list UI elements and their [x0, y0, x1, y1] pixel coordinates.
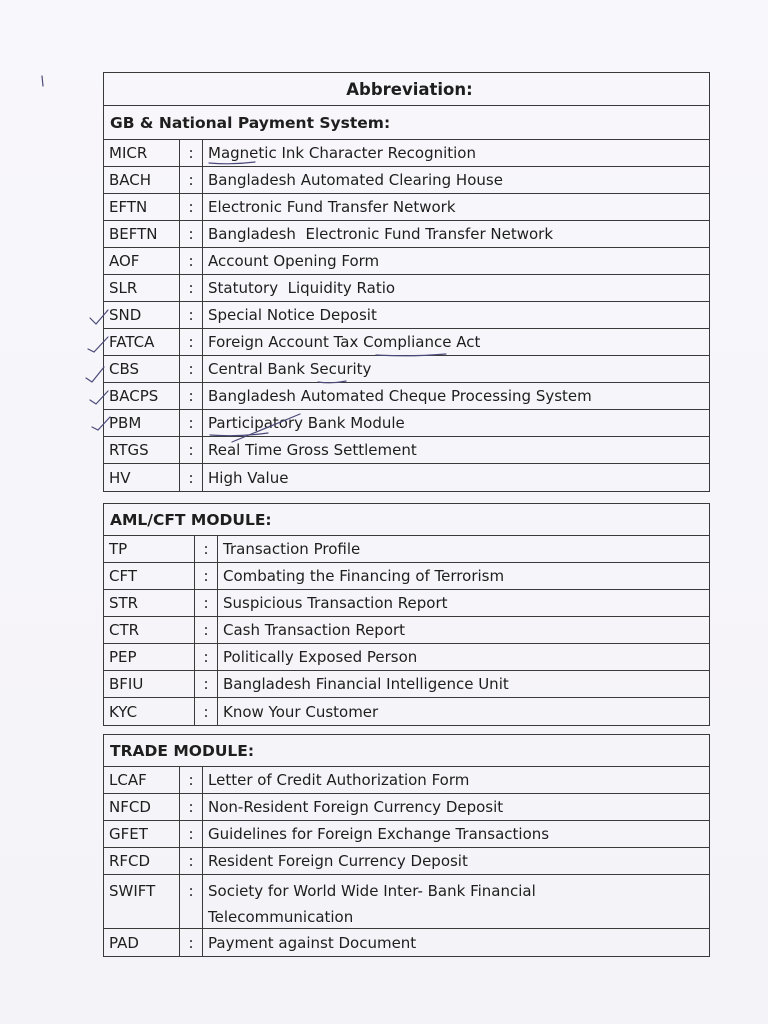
table-row	[104, 590, 709, 617]
table-row	[104, 167, 709, 194]
table-row	[104, 437, 709, 464]
abbr-cell: BACPS	[104, 383, 180, 409]
section-payment-system	[103, 72, 710, 492]
colon-cell: :	[180, 767, 203, 793]
desc-cell: Resident Foreign Currency Deposit	[208, 852, 468, 870]
table-row	[104, 140, 709, 167]
table-row	[104, 929, 709, 956]
table-row	[104, 794, 709, 821]
colon-cell: :	[180, 275, 203, 301]
desc-cell: Society for World Wide Inter- Bank Financial Telecommunication	[208, 882, 536, 926]
desc-cell: Special Notice Deposit	[208, 306, 377, 324]
section-heading: AML/CFT MODULE:	[104, 504, 709, 536]
abbr-cell: KYC	[104, 698, 195, 725]
desc-cell: High Value	[208, 468, 289, 487]
desc-cell: Politically Exposed Person	[223, 648, 418, 666]
table-row	[104, 848, 709, 875]
abbr-cell: CFT	[104, 563, 195, 589]
abbr-cell: SND	[104, 302, 180, 328]
table-row	[104, 464, 709, 491]
desc-cell: Account Opening Form	[208, 252, 380, 270]
desc-cell: Statutory Liquidity Ratio	[208, 279, 396, 297]
table-row	[104, 563, 709, 590]
colon-cell: :	[180, 383, 203, 409]
desc-cell: Bangladesh Financial Intelligence Unit	[223, 675, 509, 693]
colon-cell: :	[180, 875, 203, 928]
desc-cell: Non-Resident Foreign Currency Deposit	[208, 798, 504, 816]
table-row	[104, 767, 709, 794]
table-row	[104, 248, 709, 275]
table-row	[104, 821, 709, 848]
table-row	[104, 671, 709, 698]
abbr-cell: AOF	[104, 248, 180, 274]
abbr-cell: GFET	[104, 821, 180, 847]
colon-cell: :	[180, 794, 203, 820]
table-row	[104, 329, 709, 356]
table-row	[104, 410, 709, 437]
colon-cell: :	[195, 671, 218, 697]
desc-cell: Cash Transaction Report	[223, 621, 406, 639]
colon-cell: :	[180, 410, 203, 436]
abbr-cell: SLR	[104, 275, 180, 301]
desc-cell: Letter of Credit Authorization Form	[208, 771, 470, 789]
colon-cell: :	[195, 644, 218, 670]
desc-cell: Guidelines for Foreign Exchange Transactions	[208, 825, 550, 843]
abbr-cell: CTR	[104, 617, 195, 643]
abbr-cell: HV	[104, 464, 180, 491]
desc-cell: Know Your Customer	[223, 702, 379, 721]
desc-cell: Suspicious Transaction Report	[223, 594, 448, 612]
table-row	[104, 617, 709, 644]
section-heading: TRADE MODULE:	[104, 735, 709, 767]
colon-cell: :	[180, 140, 203, 166]
colon-cell: :	[195, 536, 218, 562]
abbr-cell: NFCD	[104, 794, 180, 820]
colon-cell: :	[180, 194, 203, 220]
abbr-cell: RFCD	[104, 848, 180, 874]
section-aml-cft	[103, 503, 710, 726]
desc-cell: Electronic Fund Transfer Network	[208, 198, 456, 216]
colon-cell: :	[195, 617, 218, 643]
colon-cell: :	[180, 329, 203, 355]
abbr-cell: SWIFT	[104, 875, 180, 928]
colon-cell: :	[180, 167, 203, 193]
abbr-cell: MICR	[104, 140, 180, 166]
abbr-cell: BEFTN	[104, 221, 180, 247]
section-trade	[103, 734, 710, 957]
desc-cell: Magnetic Ink Character Recognition	[208, 144, 476, 162]
table-row	[104, 875, 709, 929]
colon-cell: :	[195, 563, 218, 589]
table-row	[104, 194, 709, 221]
desc-cell: Participatory Bank Module	[208, 414, 405, 432]
abbr-cell: PBM	[104, 410, 180, 436]
colon-cell: :	[180, 929, 203, 956]
abbr-cell: CBS	[104, 356, 180, 382]
colon-cell: :	[180, 221, 203, 247]
colon-cell: :	[195, 698, 218, 725]
abbr-cell: PEP	[104, 644, 195, 670]
document-title: Abbreviation:	[104, 73, 709, 106]
desc-cell: Transaction Profile	[223, 540, 361, 558]
abbr-cell: FATCA	[104, 329, 180, 355]
abbr-cell: BACH	[104, 167, 180, 193]
desc-cell: Bangladesh Electronic Fund Transfer Network	[208, 225, 554, 243]
abbr-cell: TP	[104, 536, 195, 562]
table-row	[104, 644, 709, 671]
abbr-cell: BFIU	[104, 671, 195, 697]
table-row	[104, 383, 709, 410]
colon-cell: :	[180, 848, 203, 874]
abbr-cell: EFTN	[104, 194, 180, 220]
table-row	[104, 302, 709, 329]
abbr-cell: RTGS	[104, 437, 180, 463]
abbr-cell: PAD	[104, 929, 180, 956]
desc-cell: Central Bank Security	[208, 360, 372, 378]
desc-cell: Combating the Financing of Terrorism	[223, 567, 505, 585]
desc-cell: Bangladesh Automated Clearing House	[208, 171, 503, 189]
abbr-cell: LCAF	[104, 767, 180, 793]
colon-cell: :	[180, 356, 203, 382]
desc-cell: Payment against Document	[208, 933, 417, 952]
desc-cell: Bangladesh Automated Cheque Processing System	[208, 387, 592, 405]
table-row	[104, 275, 709, 302]
table-row	[104, 698, 709, 725]
colon-cell: :	[180, 248, 203, 274]
desc-cell: Real Time Gross Settlement	[208, 441, 417, 459]
abbr-cell: STR	[104, 590, 195, 616]
colon-cell: :	[180, 437, 203, 463]
table-row	[104, 536, 709, 563]
table-row	[104, 356, 709, 383]
colon-cell: :	[180, 821, 203, 847]
section-heading: GB & National Payment System:	[104, 106, 709, 140]
colon-cell: :	[180, 464, 203, 491]
table-row	[104, 221, 709, 248]
desc-cell: Foreign Account Tax Compliance Act	[208, 333, 481, 351]
colon-cell: :	[195, 590, 218, 616]
colon-cell: :	[180, 302, 203, 328]
